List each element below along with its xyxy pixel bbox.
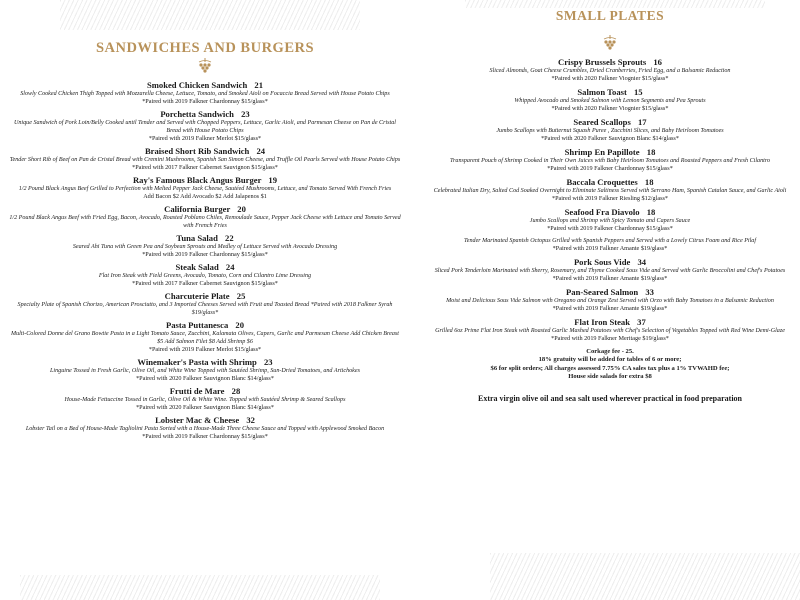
menu-item-name: Shrimp En Papillote — [564, 147, 640, 157]
menu-item — [420, 117, 800, 143]
menu-item-description: Linguine Tossed in Fresh Garlic, Olive Oil, and White Wine Topped with Sautéed Shrimp, Sun-Dried Tomatoes, and Artichokes — [50, 368, 360, 374]
menu-item-name: Porchetta Sandwich — [160, 109, 234, 119]
gratuity-note: 18% gratuity will be added for tables of 6 or more; — [538, 356, 682, 364]
menu-item-title — [0, 175, 410, 185]
menu-item-title — [0, 386, 410, 396]
menu-item-title — [420, 117, 800, 127]
policy-notes — [420, 348, 800, 382]
menu-item-description: Sliced Pork Tenderloin Marinated with Sherry, Rosemary, and Thyme Cooked Sous Vide and Served with Garlic Broccolini and Chef's Potatoes — [434, 268, 786, 274]
side-salad-note: House side salads for extra $8 — [568, 373, 652, 381]
menu-item-description: Lobster Tail on a Bed of House-Made Tagliolini Pasta Sorted with a House-Made Three Cheese Sauce and Topped with Applewood Smoked Bacon — [25, 426, 385, 432]
menu-item-title — [420, 177, 800, 187]
menu-item-price: 25 — [236, 291, 246, 301]
grape-cluster-icon — [602, 35, 618, 53]
menu-item-name: Charcuterie Plate — [164, 291, 230, 301]
wine-pairing: *Paired with 2020 Falkner Sauvignon Blanc $14/glass* — [136, 404, 274, 411]
menu-item-description: Jumbo Scallops and Shrimp with Spicy Tomato and Capers Sauce — [529, 218, 691, 224]
wine-pairing: *Paired with 2020 Falkner Viognier $15/glass* — [551, 75, 669, 82]
wine-pairing: *Paired with 2019 Falkner Chardonnay $15/glass* — [142, 433, 268, 440]
menu-item — [420, 57, 800, 83]
menu-item-price: 23 — [241, 109, 250, 119]
menu-item — [0, 146, 410, 172]
menu-item-name: Ray's Famous Black Angus Burger — [132, 175, 262, 185]
menu-item-description: House-Made Fettuccine Tossed in Garlic, Olive Oil & White Wine. Topped with Sautéed Shrimp & Seared Scallops — [64, 397, 346, 403]
sandwiches-column — [0, 0, 410, 441]
wine-pairing: *Paired with 2019 Falkner Merlot $15/glass* — [148, 135, 262, 142]
menu-item-description: Tender Marinated Spanish Octopus Grilled with Spanish Peppers and Served with a Lovely Citrus Foam and Rice Pilaf — [463, 238, 757, 244]
menu-item-description: Sliced Almonds, Goat Cheese Crumbles, Dried Cranberries, Fried Egg, and a Balsamic Reduction — [489, 68, 731, 74]
menu-item — [420, 207, 800, 233]
menu-item — [0, 262, 410, 288]
menu-item-title — [0, 109, 410, 119]
wine-pairing: *Paired with 2019 Falkner Amante $19/glass* — [552, 245, 668, 252]
menu-item-name: Seared Scallops — [573, 117, 631, 127]
tax-note: $6 for split orders; All charges assessed 7.75% CA sales tax plus a 1% TVWAHD fee; — [490, 364, 730, 372]
menu-item-name: Tuna Salad — [176, 233, 218, 243]
bottom-right-sketch-art — [490, 553, 800, 600]
wine-pairing: *Paired with 2017 Falkner Cabernet Sauvignon $15/glass* — [132, 280, 278, 287]
menu-item — [0, 233, 410, 259]
small-plates-column — [420, 0, 800, 403]
menu-item-name: Braised Short Rib Sandwich — [144, 146, 250, 156]
menu-item — [0, 357, 410, 383]
menu-item-title — [420, 207, 800, 217]
menu-item-title — [0, 146, 410, 156]
menu-item-description: Multi-Colored Donne del Grano Bowtie Pasta in a Light Tomato Sauce, Zucchini, Kalamata Olives, Capers, Garlic and Parmesan Cheese Add Chicken Breast $5 Add Salmon Filet $8 Add Shrimp $6 — [11, 331, 399, 345]
menu-item-title — [420, 287, 800, 297]
menu-item-price: 22 — [225, 233, 234, 243]
wine-pairing: *Paired with 2019 Falkner Chardonnay $15/glass* — [142, 251, 268, 258]
menu-item-description: Transparent Pouch of Shrimp Cooked in Their Own Juices with Baby Heirloom Tomatoes and Roasted Peppers and Fresh Cilantro — [449, 158, 771, 164]
menu-item-description: Unique Sandwich of Pork Loin/Belly Cooked until Tender and Served with Chopped Peppers, Lettuce, Garlic Aioli, and Parmesan Cheese on Pan de Cristal Bread with House Potato Chips — [13, 120, 396, 134]
menu-item-name: Steak Salad — [175, 262, 219, 272]
menu-item-price: 23 — [264, 357, 273, 367]
menu-item-name: Salmon Toast — [577, 87, 627, 97]
menu-item-description: Flat Iron Steak with Field Greens, Avocado, Tomato, Corn and Cilantro Lime Dressing — [98, 273, 312, 279]
menu-item-title — [420, 147, 800, 157]
menu-item — [420, 257, 800, 283]
menu-item — [420, 317, 800, 343]
menu-item-price: 18 — [644, 177, 654, 187]
wine-pairing: *Paired with 2020 Falkner Viognier $15/glass* — [551, 105, 669, 112]
menu-item-description: Specialty Plate of Spanish Chorizo, American Prosciutto, and 3 Imported Cheeses Served with Fruit and Toasted Bread *Paired with 2018 Falkner Syrah $19/glass* — [17, 302, 393, 316]
wine-pairing: *Paired with 2019 Falkner Chardonnay $15/glass* — [547, 165, 673, 172]
menu-item-price: 32 — [246, 415, 255, 425]
menu-item-title — [420, 87, 800, 97]
menu-item — [0, 320, 410, 354]
sandwiches-heading: SANDWICHES AND BURGERS — [95, 40, 315, 56]
menu-item-title — [420, 257, 800, 267]
wine-pairing: *Paired with 2017 Falkner Cabernet Sauvignon $15/glass* — [132, 164, 278, 171]
menu-item-name: Frutti de Mare — [169, 386, 225, 396]
menu-item-name: Pan-Seared Salmon — [566, 287, 639, 297]
menu-item — [420, 287, 800, 313]
wine-pairing: *Paired with 2019 Falkner Meritage $19/glass* — [551, 335, 669, 342]
menu-item-description: 1/2 Pound Black Angus Beef with Fried Egg, Bacon, Avocado, Roasted Poblano Chiles, Remoulade Sauce, Pepper Jack Cheese with Lettuce and Tomato Served with French Fries — [9, 215, 401, 229]
menu-item-price: 20 — [235, 320, 245, 330]
menu-item-description: Slowly Cooked Chicken Thigh Topped with Mozzarella Cheese, Lettuce, Tomato, and Smoked Aioli on Focaccia Bread Served with House Potato Chips — [20, 91, 390, 97]
menu-item — [420, 147, 800, 173]
menu-item-title — [0, 320, 410, 330]
menu-item-title — [0, 80, 410, 90]
menu-item-description: 1/2 Pound Black Angus Beef Grilled to Perfection with Melted Pepper Jack Cheese, Sautéed Mushrooms, Lettuce, and Tomato Served With French Fries — [18, 186, 392, 192]
menu-item-description: Seared Ahi Tuna with Green Pea and Soybean Sprouts and Medley of Lettuce Served with Avocado Dressing — [72, 244, 338, 250]
wine-pairing: *Paired with 2019 Falkner Riesling $12/glass* — [551, 195, 668, 202]
menu-item-title — [0, 204, 410, 214]
menu-item-price: 24 — [256, 146, 266, 156]
menu-item-description: Moist and Delicious Sous Vide Salmon with Oregano and Orange Zest Served with Orzo with Baby Tomatoes in a Balsamic Reduction — [446, 298, 774, 304]
wine-pairing: *Paired with 2020 Falkner Sauvignon Blanc $14/glass* — [136, 375, 274, 382]
menu-item-price: 34 — [637, 257, 647, 267]
menu-item-price: 33 — [645, 287, 654, 297]
menu-item-price: 18 — [646, 147, 656, 157]
menu-item-title — [0, 415, 410, 425]
menu-item-name: Flat Iron Steak — [574, 317, 630, 327]
menu-item-title — [420, 317, 800, 327]
menu-item-price: 37 — [637, 317, 646, 327]
menu-item-price: 17 — [637, 117, 647, 127]
menu-item-price: 16 — [653, 57, 662, 67]
menu-item-price: 15 — [634, 87, 643, 97]
wine-pairing: Add Bacon $2 Add Avocado $2 Add Jalapenos $1 — [143, 193, 267, 200]
menu-item — [420, 237, 800, 253]
menu-item-name: Lobster Mac & Cheese — [155, 415, 240, 425]
menu-item-description: Whipped Avocado and Smoked Salmon with Lemon Segments and Pea Sprouts — [514, 98, 706, 104]
menu-item-price: 28 — [231, 386, 241, 396]
menu-item — [420, 87, 800, 113]
menu-item-name: Winemaker's Pasta with Shrimp — [137, 357, 257, 367]
menu-item — [0, 109, 410, 143]
menu-item — [0, 386, 410, 412]
wine-pairing: *Paired with 2019 Falkner Amante $19/glass* — [552, 275, 668, 282]
menu-item — [0, 291, 410, 317]
menu-item-description: Grilled 6oz Prime Flat Iron Steak with Roasted Garlic Mashed Potatoes with Chef's Selection of Vegetables Topped with Red Wine Demi-Glaze — [435, 328, 785, 334]
menu-item — [0, 80, 410, 106]
menu-item-name: Pork Sous Vide — [573, 257, 631, 267]
menu-item-name: Pasta Puttanesca — [165, 320, 229, 330]
grape-cluster-icon — [197, 58, 213, 76]
wine-pairing: *Paired with 2019 Falkner Chardonnay $15/glass* — [142, 98, 268, 105]
small-plates-list — [420, 57, 800, 343]
menu-item-name: Baccala Croquettes — [566, 177, 638, 187]
wine-pairing: *Paired with 2019 Falkner Merlot $15/glass* — [148, 346, 262, 353]
menu-item — [0, 415, 410, 441]
menu-item-price: 19 — [268, 175, 278, 185]
menu-item-name: Crispy Brussels Sprouts — [558, 57, 647, 67]
menu-item-price: 20 — [237, 204, 246, 214]
menu-item-description: Tender Short Rib of Beef on Pan de Cristal Bread with Cremini Mushrooms, Spanish San Simon Cheese, and Truffle Oil Pearls Served with House Potato Chips — [9, 157, 401, 163]
menu-item-price: 24 — [225, 262, 235, 272]
wine-pairing: *Paired with 2020 Falkner Sauvignon Blanc $14/glass* — [541, 135, 679, 142]
menu-item-title — [0, 291, 410, 301]
menu-item-name: Seafood Fra Diavolo — [564, 207, 640, 217]
wine-pairing: *Paired with 2019 Falkner Amante $19/glass* — [552, 305, 668, 312]
menu-item-name: California Burger — [164, 204, 231, 214]
sandwiches-list — [0, 80, 410, 441]
menu-item-title — [0, 233, 410, 243]
menu-item-price: 21 — [254, 80, 264, 90]
wine-pairing: *Paired with 2019 Falkner Chardonnay $15/glass* — [547, 225, 673, 232]
corkage-note: Corkage fee - 25. — [586, 348, 634, 355]
menu-item-description: Jumbo Scallops with Butternut Squash Puree , Zucchini Slices, and Baby Heirloom Tomatoes — [496, 128, 724, 134]
menu-item-title — [0, 262, 410, 272]
menu-item-title — [0, 357, 410, 367]
menu-item — [420, 177, 800, 203]
olive-oil-note: Extra virgin olive oil and sea salt used wherever practical in food preparation — [478, 393, 742, 403]
menu-item-description: Celebrated Italian Dry, Salted Cod Soaked Overnight to Eliminate Saltiness Served with Serrano Ham, Spanish Catalan Sauce, and Garlic Aioli — [433, 188, 787, 194]
bottom-left-sketch-art — [20, 575, 380, 600]
menu-item — [0, 204, 410, 230]
menu-item-name: Smoked Chicken Sandwich — [146, 80, 248, 90]
menu-item-price: 18 — [646, 207, 656, 217]
menu-item — [0, 175, 410, 201]
small-plates-heading: SMALL PLATES — [555, 8, 665, 23]
menu-item-title — [420, 57, 800, 67]
